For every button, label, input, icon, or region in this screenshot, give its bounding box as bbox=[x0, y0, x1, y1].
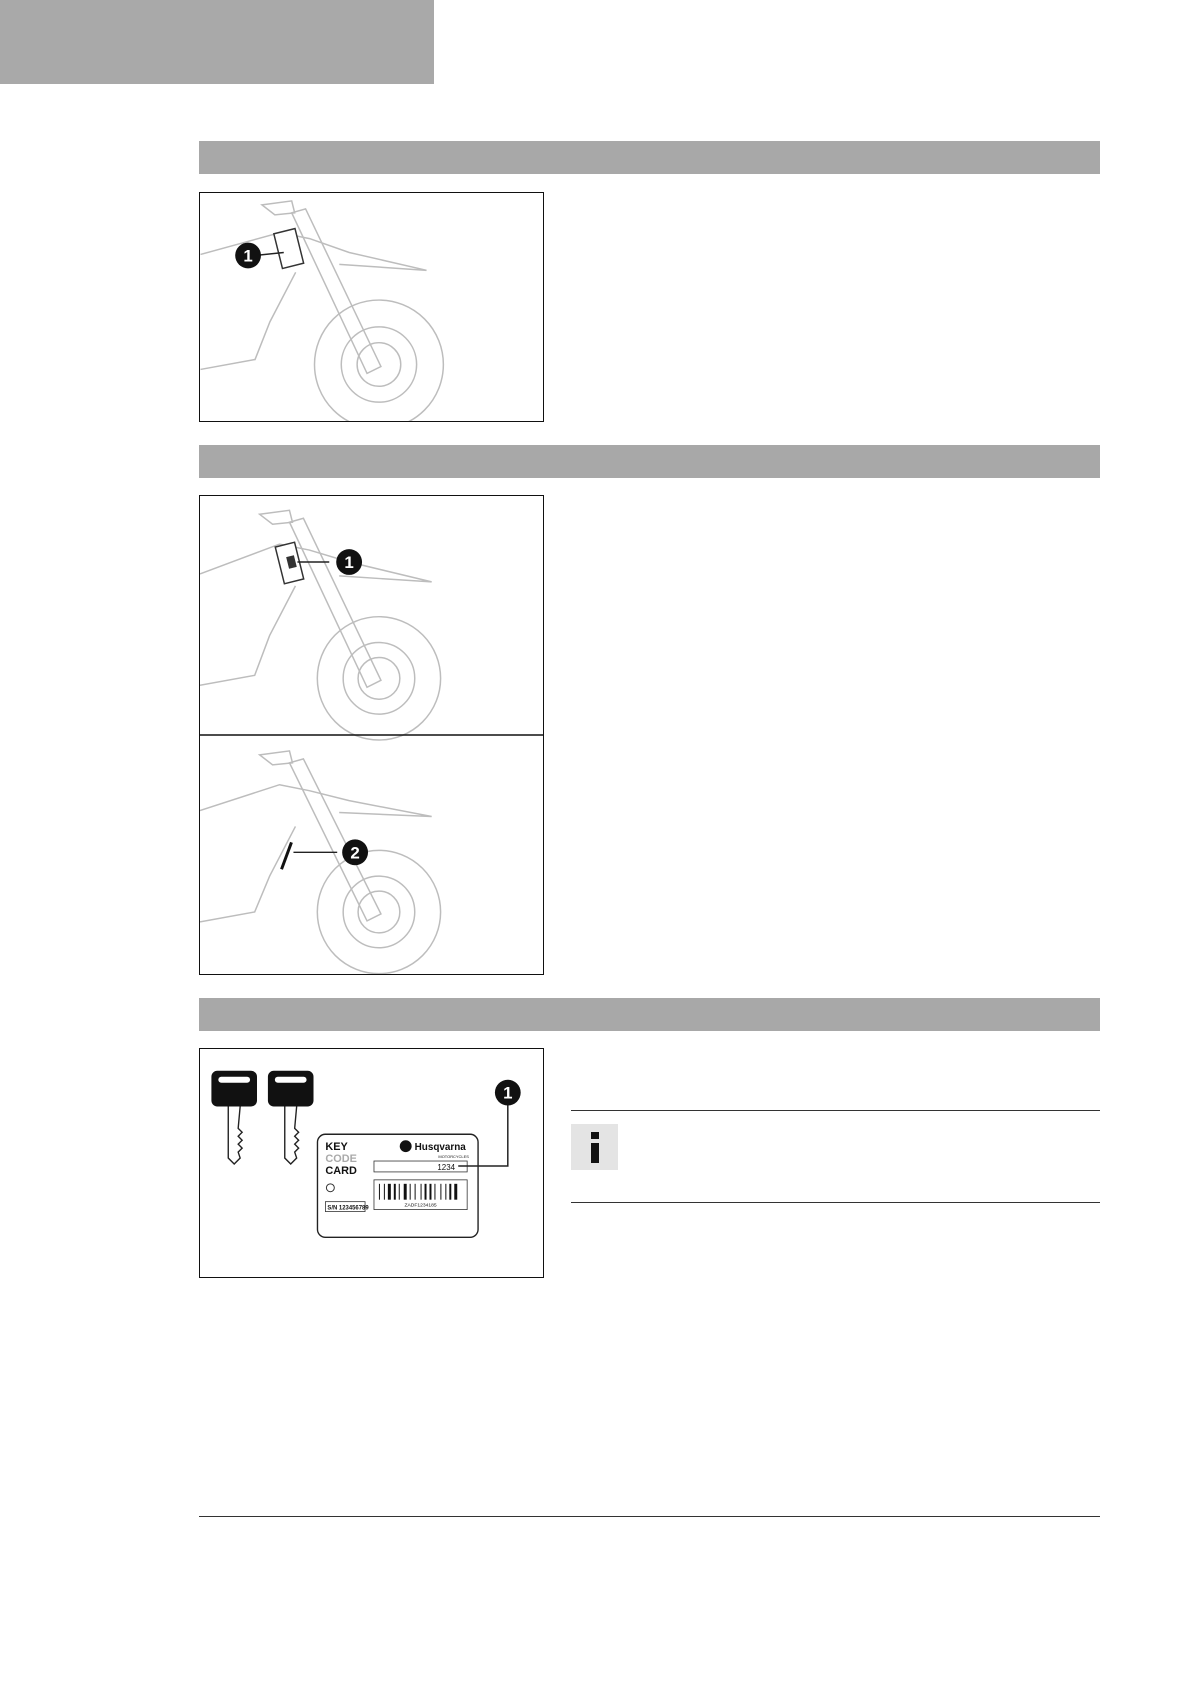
barcode-bar bbox=[384, 1184, 385, 1200]
card-title-card: CARD bbox=[325, 1164, 357, 1177]
key-card-drawing bbox=[200, 1049, 543, 1277]
callout-1: 1 bbox=[503, 1083, 513, 1103]
card-serial: S/N 123456789 bbox=[327, 1205, 369, 1212]
barcode-bar bbox=[388, 1184, 391, 1200]
note-bottom-rule bbox=[571, 1202, 1100, 1203]
barcode-bar bbox=[434, 1184, 435, 1200]
barcode-bar bbox=[429, 1184, 431, 1200]
motorcycle-drawing-2 bbox=[200, 496, 543, 974]
motorcycle-drawing-1 bbox=[200, 193, 543, 421]
barcode-bar bbox=[421, 1184, 422, 1200]
figure-key-code-card bbox=[199, 1048, 544, 1278]
info-icon bbox=[571, 1124, 618, 1170]
key-right bbox=[268, 1071, 314, 1164]
barcode-bar bbox=[454, 1184, 457, 1200]
card-title-code: CODE bbox=[325, 1153, 357, 1166]
section-bar-2 bbox=[199, 445, 1100, 478]
card-title-key: KEY bbox=[325, 1141, 348, 1154]
key-left bbox=[211, 1071, 257, 1164]
barcode-bar bbox=[404, 1184, 407, 1200]
barcode-bar bbox=[440, 1184, 441, 1200]
barcode-bar bbox=[445, 1184, 446, 1200]
callout-1: 1 bbox=[243, 246, 253, 266]
section-bar-1 bbox=[199, 141, 1100, 174]
barcode-text: ZADF1234185 bbox=[404, 1203, 437, 1209]
card-brand: Husqvarna bbox=[414, 1142, 466, 1154]
header-tab-block bbox=[0, 0, 434, 84]
barcode-bar bbox=[410, 1184, 411, 1200]
figure-frame-label bbox=[199, 192, 544, 422]
callout-2: 2 bbox=[350, 843, 360, 863]
card-key-code: 1234 bbox=[437, 1162, 456, 1172]
barcode-bar bbox=[425, 1184, 427, 1200]
barcode-bar bbox=[399, 1184, 400, 1200]
note-top-rule bbox=[571, 1110, 1100, 1111]
barcode-bar bbox=[394, 1184, 396, 1200]
barcode-bar bbox=[415, 1184, 416, 1200]
section-bar-3 bbox=[199, 998, 1100, 1031]
barcode-bar bbox=[379, 1184, 380, 1200]
figure-engine-number bbox=[199, 495, 544, 975]
card-brand-sub: MOTORCYCLES bbox=[438, 1154, 469, 1160]
footer-rule bbox=[199, 1516, 1100, 1517]
husqvarna-logo-icon bbox=[400, 1140, 412, 1152]
callout-1: 1 bbox=[344, 552, 354, 572]
barcode-bar bbox=[449, 1184, 451, 1200]
